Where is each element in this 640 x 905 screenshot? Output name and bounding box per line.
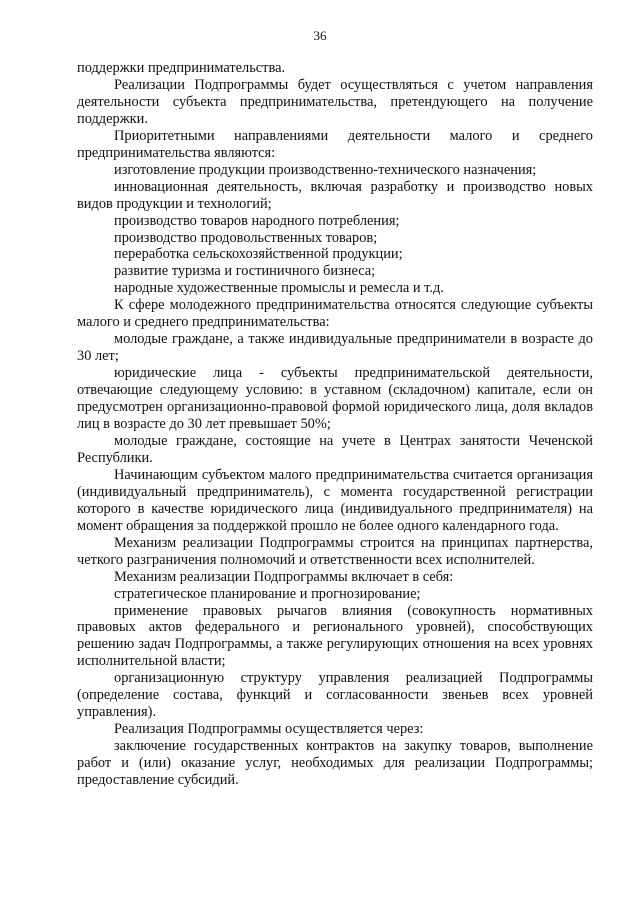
- page-number: 36: [313, 28, 327, 43]
- paragraph-4: изготовление продукции производственно-технического назначения;: [114, 161, 537, 178]
- paragraph-20: организационную структуру управления реализацией Подпрограммы (определение состава, функций и согласованности звеньев всех уровней управления).: [77, 670, 593, 721]
- paragraph-21: Реализация Подпрограммы осуществляется через:: [114, 721, 424, 738]
- document-body: [77, 60, 593, 789]
- paragraph-22: заключение государственных контрактов на закупку товаров, выполнение работ и (или) оказание услуг, необходимых для реализации Подпрограммы; предоставление субсидий.: [77, 738, 593, 789]
- paragraph-2: Реализации Подпрограммы будет осуществляться с учетом направления деятельности субъекта предпринимательства, претендующего на получение поддержки.: [77, 76, 593, 127]
- paragraph-15: Начинающим субъектом малого предпринимательства считается организация (индивидуальный предприниматель), с момента государственной регистрации которого в качестве юридического лица (индивидуального предпринимателя) на момент обращения за поддержкой прошло не более одного календарного года.: [77, 466, 593, 534]
- paragraph-17: Механизм реализации Подпрограммы включает в себя:: [114, 568, 454, 585]
- paragraph-1: поддержки предпринимательства.: [77, 60, 286, 76]
- paragraph-12: молодые граждане, а также индивидуальные предприниматели в возрасте до 30 лет;: [77, 331, 593, 365]
- paragraph-8: переработка сельскохозяйственной продукции;: [114, 246, 403, 263]
- paragraph-11: К сфере молодежного предпринимательства относятся следующие субъекты малого и среднего предпринимательства:: [77, 297, 593, 331]
- paragraph-10: народные художественные промыслы и ремесла и т.д.: [114, 280, 444, 297]
- paragraph-18: стратегическое планирование и прогнозирование;: [114, 585, 421, 602]
- paragraph-5: инновационная деятельность, включая разработку и производство новых видов продукции и технологий;: [77, 178, 593, 212]
- paragraph-13: юридические лица - субъекты предпринимательской деятельности, отвечающие следующему условию: в уставном (складочном) капитале, если он предусмотрен организационно-правовой формой юридического лица, доля вкладов лиц в возрасте до 30 лет превышает 50%;: [77, 365, 593, 433]
- paragraph-16: Механизм реализации Подпрограммы строится на принципах партнерства, четкого разграничения полномочий и ответственности всех исполнителей.: [77, 534, 593, 568]
- paragraph-3: Приоритетными направлениями деятельности малого и среднего предпринимательства являются:: [77, 127, 593, 161]
- paragraph-19: применение правовых рычагов влияния (совокупность нормативных правовых актов федерального и регионального уровней), способствующих решению задач Подпрограммы, а также регулирующих отношения на всех уровнях исполнительной власти;: [77, 602, 593, 670]
- paragraph-9: развитие туризма и гостиничного бизнеса;: [114, 263, 376, 280]
- paragraph-7: производство продовольственных товаров;: [114, 229, 378, 246]
- paragraph-6: производство товаров народного потребления;: [114, 212, 400, 229]
- paragraph-14: молодые граждане, состоящие на учете в Центрах занятости Чеченской Республики.: [77, 432, 593, 466]
